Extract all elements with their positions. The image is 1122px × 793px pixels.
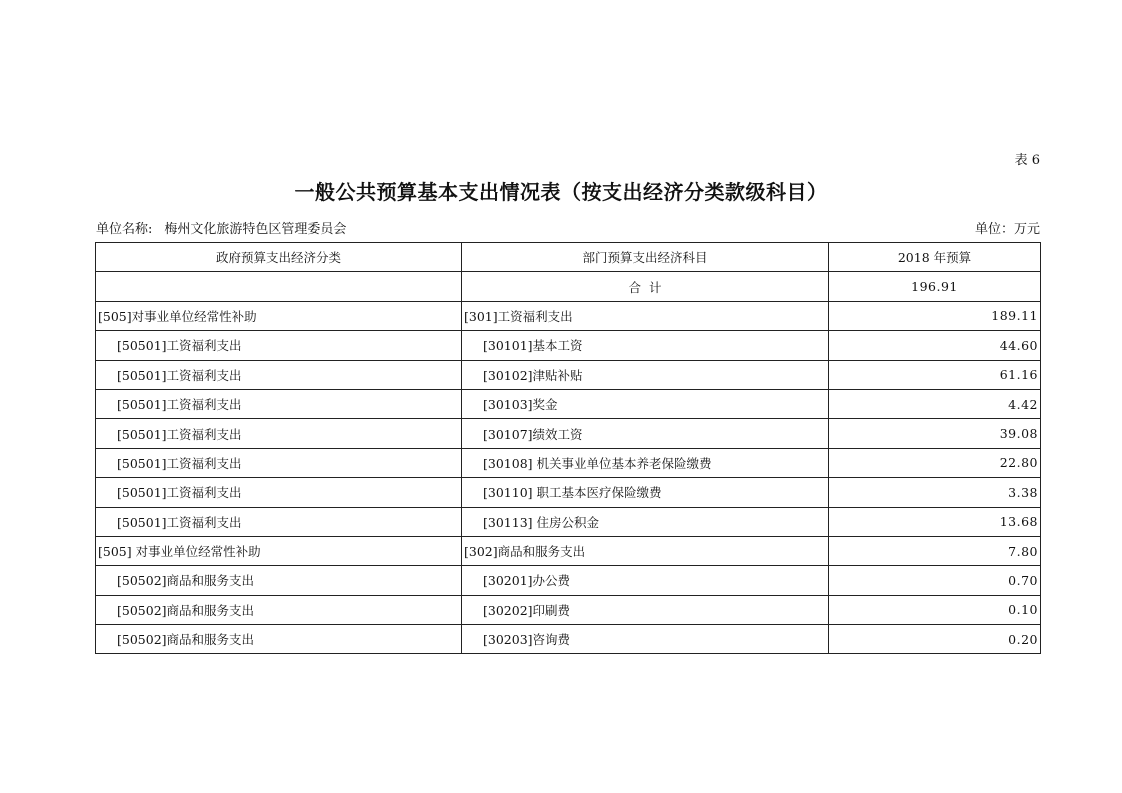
table-row: [96, 419, 1041, 448]
amount-cell: 0.70: [829, 566, 1041, 595]
table-row: [96, 360, 1041, 389]
dept-subject-cell: [30102]津贴补贴: [462, 360, 829, 389]
total-label: 合 计: [462, 272, 829, 301]
currency-unit: 单位：万元: [974, 222, 1040, 237]
gov-classification-cell: [505] 对事业单位经常性补助: [96, 536, 462, 565]
gov-classification-cell: [50501]工资福利支出: [96, 478, 462, 507]
dept-subject-cell: [302]商品和服务支出: [462, 536, 829, 565]
dept-subject-cell: [30103]奖金: [462, 389, 829, 418]
table-row: [96, 389, 1041, 418]
amount-cell: 22.80: [829, 448, 1041, 477]
amount-cell: 44.60: [829, 331, 1041, 360]
table-row: [96, 448, 1041, 477]
amount-cell: 189.11: [829, 301, 1041, 330]
gov-classification-cell: [50502]商品和服务支出: [96, 625, 462, 654]
dept-subject-cell: [30113] 住房公积金: [462, 507, 829, 536]
table-row: [96, 566, 1041, 595]
table-row: [96, 536, 1041, 565]
table-row: [96, 595, 1041, 624]
unit-name-value: 梅州文化旅游特色区管理委员会: [164, 222, 347, 237]
table-row: [96, 625, 1041, 654]
total-value: 196.91: [829, 272, 1041, 301]
gov-classification-cell: [50501]工资福利支出: [96, 507, 462, 536]
dept-subject-cell: [30202]印刷费: [462, 595, 829, 624]
table-row: [96, 507, 1041, 536]
amount-cell: 61.16: [829, 360, 1041, 389]
amount-cell: 39.08: [829, 419, 1041, 448]
dept-subject-cell: [301]工资福利支出: [462, 301, 829, 330]
dept-subject-cell: [30107]绩效工资: [462, 419, 829, 448]
dept-subject-cell: [30110] 职工基本医疗保险缴费: [462, 478, 829, 507]
unit-name: [96, 218, 346, 237]
amount-cell: 7.80: [829, 536, 1041, 565]
table-number: 表 6: [1014, 153, 1040, 168]
total-empty-cell: [96, 272, 462, 301]
gov-classification-cell: [50501]工资福利支出: [96, 331, 462, 360]
dept-subject-cell: [30101]基本工资: [462, 331, 829, 360]
dept-subject-cell: [30203]咨询费: [462, 625, 829, 654]
header-gov-classification: 政府预算支出经济分类: [96, 243, 462, 272]
gov-classification-cell: [50501]工资福利支出: [96, 389, 462, 418]
gov-classification-cell: [50501]工资福利支出: [96, 448, 462, 477]
amount-cell: 0.20: [829, 625, 1041, 654]
budget-table: [95, 242, 1041, 654]
dept-subject-cell: [30108] 机关事业单位基本养老保险缴费: [462, 448, 829, 477]
amount-cell: 4.42: [829, 389, 1041, 418]
gov-classification-cell: [50502]商品和服务支出: [96, 595, 462, 624]
gov-classification-cell: [505]对事业单位经常性补助: [96, 301, 462, 330]
page-title: 一般公共预算基本支出情况表（按支出经济分类款级科目）: [294, 180, 828, 204]
amount-cell: 0.10: [829, 595, 1041, 624]
table-row: [96, 331, 1041, 360]
gov-classification-cell: [50502]商品和服务支出: [96, 566, 462, 595]
table-meta: [96, 218, 1040, 238]
gov-classification-cell: [50501]工资福利支出: [96, 360, 462, 389]
dept-subject-cell: [30201]办公费: [462, 566, 829, 595]
header-dept-subject: 部门预算支出经济科目: [462, 243, 829, 272]
table-row: [96, 478, 1041, 507]
table-row: [96, 301, 1041, 330]
amount-cell: 13.68: [829, 507, 1041, 536]
unit-name-label: 单位名称:: [96, 222, 153, 237]
header-row: [96, 243, 1041, 272]
gov-classification-cell: [50501]工资福利支出: [96, 419, 462, 448]
total-row: [96, 272, 1041, 301]
amount-cell: 3.38: [829, 478, 1041, 507]
header-budget-2018: 2018 年预算: [829, 243, 1041, 272]
